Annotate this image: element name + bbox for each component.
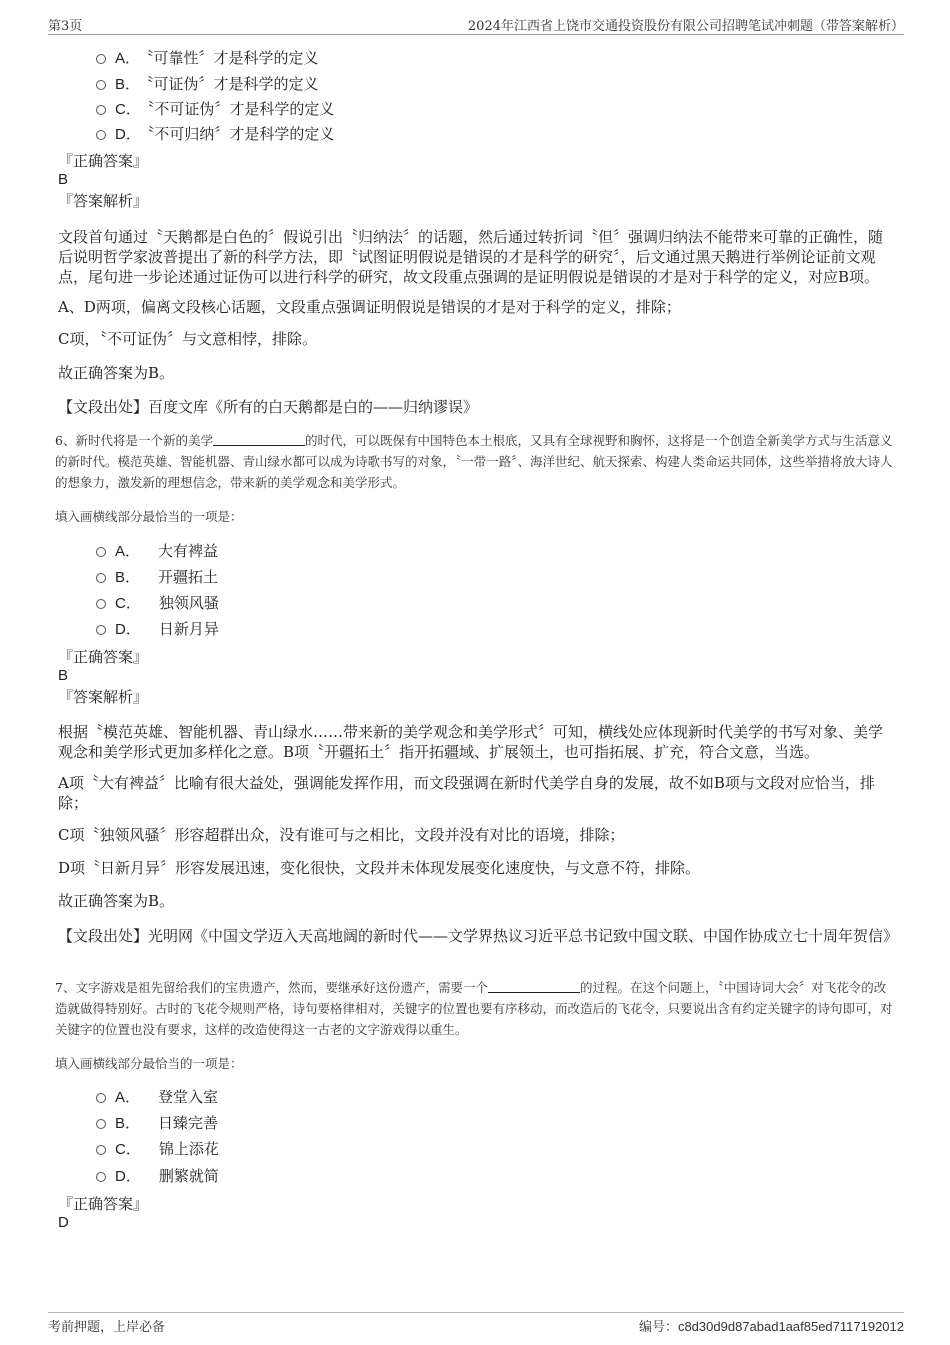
q6-analysis-p1: 根据〝模范英雄、智能机器、青山绿水……带来新的美学观念和美学形式〞可知，横线处应体现新时代美学的书写对象、美学观念和美学形式更加多样化之意。B项〝开疆拓土〞指开拓疆域、扩展领土，也可指拓展、扩充，符合文意，当选。 <box>58 723 884 761</box>
radio-icon[interactable] <box>96 625 106 635</box>
q5-answer-label: 『正确答案』 <box>58 152 149 170</box>
q5-analysis-p4: 故正确答案为B。 <box>58 364 175 382</box>
radio-icon[interactable] <box>96 1172 106 1182</box>
q6-prompt: 填入画横线部分最恰当的一项是： <box>55 509 243 524</box>
q6-question-text: 6、新时代将是一个新的美学 的时代，可以既保有中国特色本土根底，又具有全球视野和胸怀，这将是一个创造全新美学方式与生活意义的新时代。模范英雄、智能机器、青山绿水都可以成为诗歌书写的对象，〝一带一路〞、海洋世纪、航天探索、构建人类命运共同体，这些举措将放大诗人的想象力，激发新的理想信念，带来新的美学观念和美学形式。 <box>55 433 893 490</box>
q6-analysis-p5: 故正确答案为B。 <box>58 892 175 910</box>
q6-answer-label: 『正确答案』 <box>58 648 149 666</box>
radio-icon[interactable] <box>96 599 106 609</box>
q6-option-a[interactable]: A． 大有裨益 <box>96 540 218 562</box>
document-code: 编号：c8d30d9d87abad1aaf85ed7117192012 <box>638 1319 904 1335</box>
radio-icon[interactable] <box>96 547 106 557</box>
fill-blank <box>488 979 580 993</box>
q7-answer-label: 『正确答案』 <box>58 1195 149 1213</box>
q6-analysis-p2: A项〝大有裨益〞比喻有很大益处，强调能发挥作用，而文段强调在新时代美学自身的发展，故不如B项与文段对应恰当，排除； <box>58 774 875 812</box>
q7-question-text: 7、文字游戏是祖先留给我们的宝贵遗产，然而，要继承好这份遗产，需要一个 的过程。在这个问题上，〝中国诗词大会〞对飞花令的改造就做得特别好。古时的飞花令规则严格，诗句要格律相对，关键字的位置也要有序移动，而改造后的飞花令，只要说出含有约定关键字的诗句即可，对关键字的位置也没有要求，这样的改造使得这一古老的文字游戏得以重生。 <box>55 980 893 1037</box>
q7-answer: D <box>58 1214 69 1231</box>
q7-option-b[interactable]: B． 日臻完善 <box>96 1112 218 1134</box>
q5-analysis-p2: A、D两项，偏离文段核心话题，文段重点强调证明假说是错误的才是对于科学的定义，排除； <box>58 298 681 316</box>
page-header <box>48 14 904 35</box>
radio-icon[interactable] <box>96 105 106 115</box>
q6-option-b[interactable]: B． 开疆拓土 <box>96 566 218 588</box>
radio-icon[interactable] <box>96 54 106 64</box>
radio-icon[interactable] <box>96 130 106 140</box>
document-title: 2024年江西省上饶市交通投资股份有限公司招聘笔试冲刺题（带答案解析） <box>467 19 904 34</box>
q5-option-a[interactable]: A． 〝可靠性〞才是科学的定义 <box>96 47 319 69</box>
q5-source: 【文段出处】百度文库《所有的白天鹅都是白的——归纳谬误》 <box>58 398 479 416</box>
q6-analysis-label: 『答案解析』 <box>58 688 149 706</box>
q6-option-d[interactable]: D． 日新月异 <box>96 618 219 640</box>
q7-option-d[interactable]: D． 删繁就简 <box>96 1165 219 1187</box>
q5-analysis-label: 『答案解析』 <box>58 192 149 210</box>
page-number: 第3页 <box>48 19 83 34</box>
q5-option-c[interactable]: C． 〝不可证伪〞才是科学的定义 <box>96 98 334 120</box>
q7-option-c[interactable]: C． 锦上添花 <box>96 1138 219 1160</box>
q7-option-a[interactable]: A． 登堂入室 <box>96 1086 218 1108</box>
radio-icon[interactable] <box>96 1145 106 1155</box>
radio-icon[interactable] <box>96 1093 106 1103</box>
page-footer <box>48 1312 904 1335</box>
q5-option-b[interactable]: B． 〝可证伪〞才是科学的定义 <box>96 73 319 95</box>
radio-icon[interactable] <box>96 80 106 90</box>
q6-analysis-p4: D项〝日新月异〞形容发展迅速，变化很快，文段并未体现发展变化速度快，与文意不符，排除。 <box>58 859 701 877</box>
q5-analysis-p3: C项，〝不可证伪〞与文意相悖，排除。 <box>58 330 317 348</box>
q6-analysis-p3: C项〝独领风骚〞形容超群出众，没有谁可与之相比，文段并没有对比的语境，排除； <box>58 826 625 844</box>
q6-answer: B <box>58 667 69 684</box>
q7-prompt: 填入画横线部分最恰当的一项是： <box>55 1056 243 1071</box>
q6-source: 【文段出处】光明网《中国文学迈入天高地阔的新时代——文学界热议习近平总书记致中国文联、中国作协成立七十周年贺信》 <box>58 927 899 945</box>
radio-icon[interactable] <box>96 573 106 583</box>
q6-option-c[interactable]: C． 独领风骚 <box>96 592 219 614</box>
q5-analysis-p1: 文段首句通过〝天鹅都是白色的〞假说引出〝归纳法〞的话题，然后通过转折词〝但〞强调归纳法不能带来可靠的正确性，随后说明哲学家波普提出了新的科学方法，即〝试图证明假说是错误的才是科学的研究〞，后文通过黑天鹅进行举例论证前文观点，尾句进一步论述通过证伪可以进行科学的研究，故文段重点强调的是证明假说是错误的才是对于科学的定义，对应B项。 <box>58 228 884 286</box>
fill-blank <box>213 432 305 446</box>
footer-slogan: 考前押题，上岸必备 <box>48 1320 166 1335</box>
q5-answer: B <box>58 171 69 188</box>
q5-option-d[interactable]: D． 〝不可归纳〞才是科学的定义 <box>96 123 334 145</box>
radio-icon[interactable] <box>96 1119 106 1129</box>
